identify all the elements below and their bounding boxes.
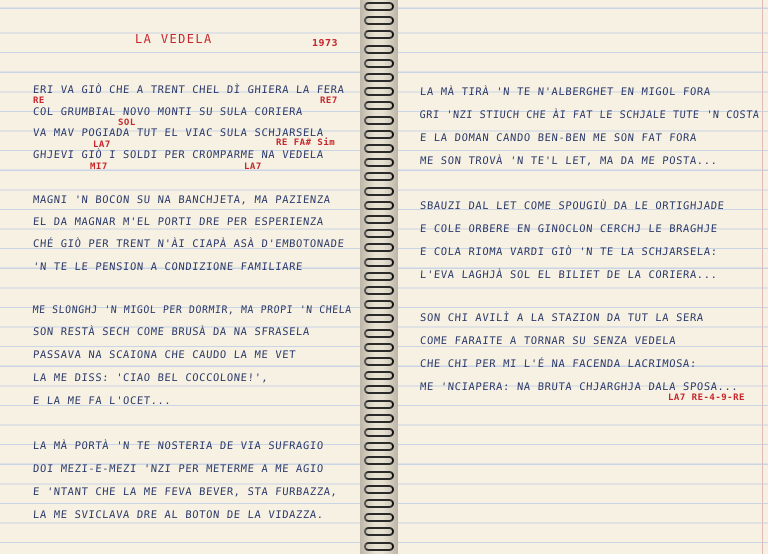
lyric-line: ME 'NCIAPERA: NA BRUTA CHJARGHJA DALA SPOSA... [419,381,739,393]
binding-ring [364,116,394,125]
binding-ring [364,456,394,465]
binding-ring [364,414,394,423]
lyric-line: EL DA MAGNAR M'EL PORTI DRE PER ESPERIENZA [32,216,325,228]
binding-ring [364,101,394,110]
chord-marker: LA7 RE-4-9-RE [668,393,745,403]
binding-ring [364,442,394,451]
lyric-line: MAGNI 'N BOCON SU NA BANCHJETA, MA PAZIENZA [32,194,332,206]
binding-ring [364,527,394,536]
binding-ring [364,272,394,281]
lyric-line: SON CHI AVILÌ A LA STAZION DA TUT LA SERA [419,312,705,324]
chord-marker: SOL [118,118,136,128]
binding-ring [364,542,394,551]
binding-ring [364,87,394,96]
spiral-binding [360,0,398,554]
binding-ring [364,385,394,394]
lyric-line: 'N TE LE PENSION A CONDIZIONE FAMILIARE [32,261,304,273]
binding-ring [364,400,394,409]
binding-ring [364,187,394,196]
binding-ring [364,172,394,181]
lyric-line: CHE CHI PER MI L'É NA FACENDA LACRIMOSA: [419,358,698,370]
binding-ring [364,357,394,366]
binding-ring [364,144,394,153]
chord-marker: LA7 [244,162,262,172]
chord-marker: LA7 [93,140,111,150]
notebook-right-page [398,0,768,554]
notebook-left-page [0,0,360,554]
lyric-line: ME SON TROVÀ 'N TE'L LET, MA DA ME POSTA... [419,155,719,167]
song-year: 1973 [312,38,339,49]
lyric-line: VA MAV POGIADA TUT EL VIAC SULA SCHJARSELA [32,127,325,139]
lyric-line: E 'NTANT CHE LA ME FEVA BEVER, STA FURBAZZA, [32,486,338,498]
binding-ring [364,485,394,494]
binding-ring [364,243,394,252]
lyric-line: COL GRUMBIAL NOVO MONTI SU SULA CORIERA [32,106,304,118]
lyric-line: LA MÀ PORTÀ 'N TE NOSTERIA DE VIA SUFRAGIO [32,440,325,452]
lyric-line: GHJEVI GIÒ I SOLDI PER CROMPARME NA VEDELA [32,149,325,161]
binding-ring [364,371,394,380]
chord-marker: MI7 [90,162,108,172]
lyric-line: LA ME DISS: 'CIAO BEL COCCOLONE!', [32,372,269,384]
binding-ring [364,215,394,224]
binding-ring [364,428,394,437]
lyric-line: SON RESTÀ SECH COME BRUSÀ DA NA SFRASELA [32,326,311,338]
binding-ring [364,286,394,295]
binding-ring [364,158,394,167]
lyric-line: LA ME SVICLAVA DRE AL BOTON DE LA VIDAZZA. [32,509,325,521]
binding-ring [364,2,394,11]
binding-ring [364,329,394,338]
lyric-line: E COLE ORBERE EN GINOCLON CERCHJ LE BRAGHJE [419,223,719,235]
lyric-line: ERI VA GIÒ CHE A TRENT CHEL DÌ GHIERA LA FERA [32,84,345,96]
lyric-line: LA MÀ TIRÀ 'N TE N'ALBERGHET EN MIGOL FORA [419,86,712,98]
binding-ring [364,73,394,82]
lyric-line: GRI 'NZI STIUCH CHE ÀI FAT LE SCHJALE TUTE 'N COSTA [419,109,760,121]
binding-ring [364,513,394,522]
lyric-line: COME FARAITE A TORNAR SU SENZA VEDELA [419,335,677,347]
binding-ring [364,229,394,238]
binding-ring [364,471,394,480]
chord-marker: RE7 [320,96,338,106]
binding-ring [364,499,394,508]
binding-ring [364,30,394,39]
binding-ring [364,201,394,210]
chord-marker: RE FA# Sim [276,138,336,148]
lyric-line: E LA ME FA L'OCET... [32,395,172,407]
song-title: LA VEDELA [135,32,213,46]
binding-ring [364,343,394,352]
binding-ring [364,59,394,68]
lyric-line: CHÉ GIÒ PER TRENT N'ÀI CIAPÀ ASÀ D'EMBOTONADE [32,238,345,250]
binding-ring [364,45,394,54]
margin-line [762,0,763,554]
lyric-line: DOI MEZI-E-MEZI 'NZI PER METERME A ME AGIO [32,463,325,475]
binding-ring [364,314,394,323]
binding-ring [364,258,394,267]
chord-marker: RE [33,96,45,106]
lyric-line: PASSAVA NA SCAIONA CHE CAUDO LA ME VET [32,349,297,361]
binding-ring [364,16,394,25]
binding-ring [364,130,394,139]
lyric-line: L'EVA LAGHJÀ SOL EL BILIET DE LA CORIERA... [419,269,719,281]
lyric-line: SBAUZI DAL LET COME SPOUGIÙ DA LE ORTIGHJADE [419,200,725,212]
lyric-line: ME SLONGHJ 'N MIGOL PER DORMIR, MA PROPI 'N CHELA [32,304,353,316]
lyric-line: E LA DOMAN CANDO BEN-BEN ME SON FAT FORA [419,132,698,144]
lyric-line: E COLA RIOMA VARDI GIÒ 'N TE LA SCHJARSELA: [419,246,719,258]
binding-ring [364,300,394,309]
